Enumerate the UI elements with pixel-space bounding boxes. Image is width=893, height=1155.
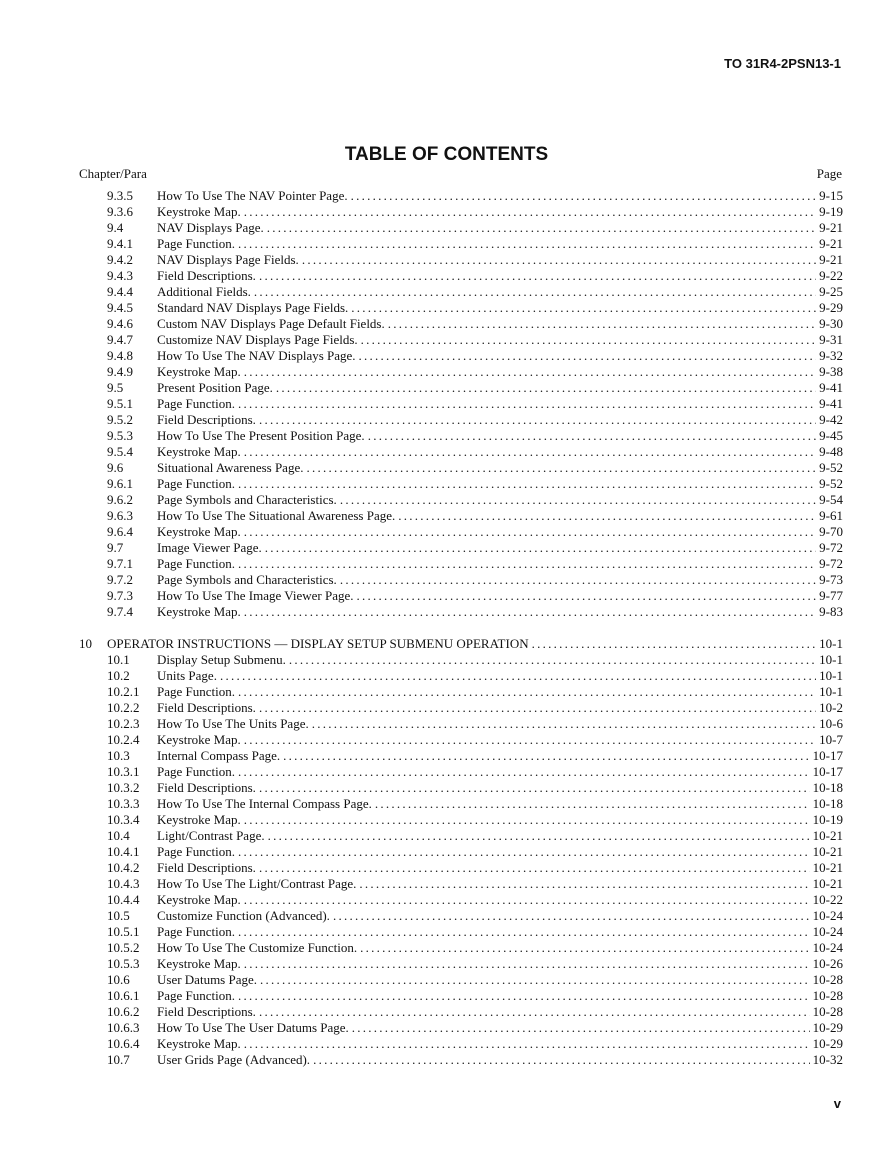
toc-entry-title: Display Setup Submenu. — [157, 652, 286, 667]
toc-para-number: 9.4.4 — [107, 284, 133, 299]
toc-page-number: 10-24 — [812, 924, 843, 939]
toc-entry[interactable] — [79, 252, 843, 268]
toc-para-number: 9.3.6 — [107, 204, 133, 219]
dot-leader — [357, 588, 817, 604]
dot-leader — [360, 940, 810, 956]
toc-para-number: 10.5.2 — [107, 940, 140, 955]
toc-entry-title: How To Use The Situational Awareness Page. — [157, 508, 396, 523]
toc-page-number: 9-83 — [819, 604, 843, 619]
toc-para-number: 9.4 — [107, 220, 124, 235]
toc-entry[interactable] — [79, 572, 843, 588]
toc-entry-title: Page Function. — [157, 556, 235, 571]
toc-entry-title: Keystroke Map. — [157, 812, 241, 827]
toc-page-number: 9-22 — [819, 268, 843, 283]
toc-entry-title: How To Use The Customize Function. — [157, 940, 358, 955]
toc-page-number: 10-18 — [812, 780, 843, 795]
toc-entry[interactable] — [79, 508, 843, 524]
dot-leader — [238, 764, 810, 780]
dot-leader — [340, 572, 816, 588]
dot-leader — [375, 796, 810, 812]
document-number: TO 31R4-2PSN13-1 — [724, 56, 841, 71]
toc-page-number: 10-21 — [812, 828, 843, 843]
toc-page-number: 9-54 — [819, 492, 843, 507]
toc-page-number: 9-41 — [819, 396, 843, 411]
toc-entry[interactable] — [79, 588, 843, 604]
toc-page-number: 9-72 — [819, 540, 843, 555]
toc-entry[interactable] — [79, 556, 843, 572]
toc-page-number: 9-61 — [819, 508, 843, 523]
toc-entry[interactable] — [79, 860, 843, 876]
toc-page-number: 9-73 — [819, 572, 843, 587]
toc-entry-title: Page Symbols and Characteristics. — [157, 572, 337, 587]
toc-page-number: 10-28 — [812, 1004, 843, 1019]
toc-page-number: 10-26 — [812, 956, 843, 971]
toc-entry[interactable] — [79, 940, 843, 956]
toc-entry[interactable] — [79, 700, 843, 716]
toc-entry-title: Keystroke Map. — [157, 204, 241, 219]
toc-entry-title: Page Symbols and Characteristics. — [157, 492, 337, 507]
toc-para-number: 10.3.2 — [107, 780, 140, 795]
toc-para-number: 10.2.4 — [107, 732, 140, 747]
toc-para-number: 10.5.3 — [107, 956, 140, 971]
toc-para-number: 10.6.1 — [107, 988, 140, 1003]
toc-para-number: 10.5 — [107, 908, 130, 923]
column-header-chapter-para: Chapter/Para — [79, 166, 147, 181]
toc-page-number: 9-21 — [819, 252, 843, 267]
column-header-page: Page — [816, 166, 842, 181]
toc-page-number: 10-21 — [812, 860, 843, 875]
dot-leader — [388, 316, 816, 332]
toc-page-number: 9-31 — [819, 332, 843, 347]
toc-para-number: 10.6.4 — [107, 1036, 140, 1051]
toc-entry[interactable] — [79, 332, 843, 348]
toc-page-number: 9-72 — [819, 556, 843, 571]
toc-entry[interactable] — [79, 764, 843, 780]
toc-para-number: 9.5.4 — [107, 444, 133, 459]
toc-page-number: 10-1 — [819, 668, 843, 683]
dot-leader — [244, 444, 816, 460]
dot-leader — [244, 892, 810, 908]
toc-entry[interactable] — [79, 412, 843, 428]
toc-entry-title: NAV Displays Page. — [157, 220, 264, 235]
toc-entry[interactable] — [79, 236, 843, 252]
dot-leader — [259, 700, 816, 716]
dot-leader — [244, 204, 816, 220]
toc-entry-title: Keystroke Map. — [157, 1036, 241, 1051]
toc-entry-title: Page Function. — [157, 684, 235, 699]
toc-page-number: 9-42 — [819, 412, 843, 427]
toc-entry-title: Field Descriptions. — [157, 860, 256, 875]
dot-leader — [238, 844, 810, 860]
toc-entry[interactable] — [79, 604, 843, 620]
toc-entry[interactable] — [79, 348, 843, 364]
toc-para-number: 9.4.8 — [107, 348, 133, 363]
toc-page-number: 10-17 — [812, 748, 843, 763]
toc-entry-title: Additional Fields. — [157, 284, 251, 299]
toc-entry[interactable] — [79, 284, 843, 300]
toc-para-number: 9.7 — [107, 540, 124, 555]
toc-entry-title: How To Use The Units Page. — [157, 716, 309, 731]
dot-leader — [283, 748, 810, 764]
toc-para-number: 9.6.3 — [107, 508, 133, 523]
toc-entry-title: Units Page. — [157, 668, 217, 683]
toc-para-number: 9.6.1 — [107, 476, 133, 491]
dot-leader — [289, 652, 816, 668]
toc-para-number: 10.2 — [107, 668, 130, 683]
toc-entry-title: Custom NAV Displays Page Default Fields. — [157, 316, 385, 331]
toc-entry[interactable] — [79, 1004, 843, 1020]
toc-entry[interactable] — [79, 732, 843, 748]
toc-entry[interactable] — [79, 636, 843, 652]
toc-page-number: 9-29 — [819, 300, 843, 315]
toc-page-number: 10-24 — [812, 908, 843, 923]
toc-entry[interactable] — [79, 844, 843, 860]
toc-para-number: 10.3.1 — [107, 764, 140, 779]
toc-page-number: 9-70 — [819, 524, 843, 539]
toc-entry[interactable] — [79, 748, 843, 764]
dot-leader — [359, 876, 809, 892]
toc-para-number: 10.3.4 — [107, 812, 140, 827]
toc-page-number: 10-21 — [812, 844, 843, 859]
toc-page-number: 9-52 — [819, 476, 843, 491]
toc-entry[interactable] — [79, 892, 843, 908]
toc-entry-title: Field Descriptions. — [157, 780, 256, 795]
toc-entry[interactable] — [79, 876, 843, 892]
dot-leader — [244, 812, 810, 828]
toc-entry-title: Light/Contrast Page. — [157, 828, 265, 843]
toc-entry-title: NAV Displays Page Fields. — [157, 252, 299, 267]
dot-leader — [238, 556, 816, 572]
toc-page-number: 9-45 — [819, 428, 843, 443]
toc-para-number: 9.7.1 — [107, 556, 133, 571]
toc-page-number: 9-48 — [819, 444, 843, 459]
toc-para-number: 9.6 — [107, 460, 124, 475]
toc-entry[interactable] — [79, 524, 843, 540]
dot-leader — [244, 364, 816, 380]
toc-entry-title: OPERATOR INSTRUCTIONS — DISPLAY SETUP SUBMENU OPERATION — [107, 636, 529, 651]
dot-leader — [532, 636, 817, 652]
toc-para-number: 10.6.3 — [107, 1020, 140, 1035]
toc-page-number: 9-77 — [819, 588, 843, 603]
toc-entry[interactable] — [79, 924, 843, 940]
toc-entry[interactable] — [79, 780, 843, 796]
toc-page-number: 10-21 — [812, 876, 843, 891]
toc-entry-title: Keystroke Map. — [157, 956, 241, 971]
toc-para-number: 9.6.4 — [107, 524, 133, 539]
toc-entry[interactable] — [79, 476, 843, 492]
toc-page-number: 10-29 — [812, 1036, 843, 1051]
toc-para-number: 10.2.3 — [107, 716, 140, 731]
toc-entry[interactable] — [79, 380, 843, 396]
dot-leader — [265, 540, 816, 556]
toc-entry[interactable] — [79, 716, 843, 732]
toc-para-number: 9.3.5 — [107, 188, 133, 203]
toc-entry[interactable] — [79, 988, 843, 1004]
toc-chapter-number: 10 — [79, 636, 92, 651]
toc-page-number: 9-38 — [819, 364, 843, 379]
toc-entry[interactable] — [79, 796, 843, 812]
toc-entry-title: How To Use The NAV Displays Page. — [157, 348, 356, 363]
dot-leader — [313, 1052, 810, 1068]
toc-entry-title: Keystroke Map. — [157, 524, 241, 539]
dot-leader — [259, 860, 810, 876]
toc-para-number: 9.4.1 — [107, 236, 133, 251]
dot-leader — [238, 684, 816, 700]
toc-page-number: 10-7 — [819, 732, 843, 747]
toc-page-number: 10-17 — [812, 764, 843, 779]
dot-leader — [244, 1036, 810, 1052]
toc-entry-title: Situational Awareness Page. — [157, 460, 304, 475]
toc-para-number: 9.7.2 — [107, 572, 133, 587]
toc-para-number: 10.6 — [107, 972, 130, 987]
toc-para-number: 10.4.3 — [107, 876, 140, 891]
toc-para-number: 9.5.3 — [107, 428, 133, 443]
toc-page-number: 9-41 — [819, 380, 843, 395]
dot-leader — [352, 1020, 810, 1036]
dot-leader — [244, 732, 816, 748]
toc-para-number: 9.5 — [107, 380, 124, 395]
toc-page-number: 9-30 — [819, 316, 843, 331]
toc-entry[interactable] — [79, 300, 843, 316]
toc-entry-title: Page Function. — [157, 396, 235, 411]
toc-entry[interactable] — [79, 268, 843, 284]
toc-entry-title: Page Function. — [157, 236, 235, 251]
toc-entry-title: Customize Function (Advanced). — [157, 908, 330, 923]
toc-page-number: 9-32 — [819, 348, 843, 363]
dot-leader — [259, 780, 810, 796]
dot-leader — [276, 380, 816, 396]
toc-entry-title: Present Position Page. — [157, 380, 273, 395]
dot-leader — [238, 236, 816, 252]
toc-entry-title: Customize NAV Displays Page Fields. — [157, 332, 358, 347]
toc-para-number: 9.4.5 — [107, 300, 133, 315]
toc-page-number: 10-6 — [819, 716, 843, 731]
toc-entry[interactable] — [79, 364, 843, 380]
toc-page-number: 10-29 — [812, 1020, 843, 1035]
toc-para-number: 10.7 — [107, 1052, 130, 1067]
toc-para-number: 9.4.2 — [107, 252, 133, 267]
toc-page-number: 9-52 — [819, 460, 843, 475]
dot-leader — [259, 1004, 810, 1020]
dot-leader — [254, 284, 816, 300]
dot-leader — [244, 604, 816, 620]
dot-leader — [238, 476, 816, 492]
toc-page-number: 10-1 — [819, 652, 843, 667]
toc-page-number: 9-21 — [819, 236, 843, 251]
toc-para-number: 9.4.6 — [107, 316, 133, 331]
toc-entry-title: Page Function. — [157, 924, 235, 939]
toc-entry-title: How To Use The User Datums Page. — [157, 1020, 349, 1035]
toc-para-number: 9.5.1 — [107, 396, 133, 411]
page-title: TABLE OF CONTENTS — [344, 144, 549, 165]
dot-leader — [238, 988, 810, 1004]
toc-entry[interactable] — [79, 828, 843, 844]
toc-entry-title: Standard NAV Displays Page Fields. — [157, 300, 349, 315]
toc-entry-title: Field Descriptions. — [157, 412, 256, 427]
toc-entry-title: Field Descriptions. — [157, 700, 256, 715]
toc-entry-title: Keystroke Map. — [157, 444, 241, 459]
toc-page-number: 10-2 — [819, 700, 843, 715]
toc-entry-title: Image Viewer Page. — [157, 540, 262, 555]
toc-page-number: 9-25 — [819, 284, 843, 299]
toc-entry-title: Keystroke Map. — [157, 364, 241, 379]
dot-leader — [259, 268, 816, 284]
toc-entry-title: Internal Compass Page. — [157, 748, 281, 763]
toc-entry-title: Page Function. — [157, 844, 235, 859]
dot-leader — [244, 524, 816, 540]
dot-leader — [361, 332, 816, 348]
toc-entry-title: How To Use The Image Viewer Page. — [157, 588, 354, 603]
toc-entry[interactable] — [79, 540, 843, 556]
toc-entry[interactable] — [79, 188, 843, 204]
toc-page-number: 9-21 — [819, 220, 843, 235]
toc-para-number: 10.4.1 — [107, 844, 140, 859]
toc-para-number: 10.1 — [107, 652, 130, 667]
toc-para-number: 10.3 — [107, 748, 130, 763]
toc-entry-title: Field Descriptions. — [157, 268, 256, 283]
toc-para-number: 9.4.9 — [107, 364, 133, 379]
toc-entry-title: How To Use The Light/Contrast Page. — [157, 876, 357, 891]
toc-para-number: 9.4.3 — [107, 268, 133, 283]
toc-para-number: 10.4.4 — [107, 892, 140, 907]
dot-leader — [368, 428, 816, 444]
toc-para-number: 10.6.2 — [107, 1004, 140, 1019]
toc-entry[interactable] — [79, 1052, 843, 1068]
toc-entry-title: Keystroke Map. — [157, 892, 241, 907]
toc-para-number: 10.5.1 — [107, 924, 140, 939]
toc-page-number: 10-1 — [819, 684, 843, 699]
toc-para-number: 10.4 — [107, 828, 130, 843]
toc-para-number: 9.7.4 — [107, 604, 133, 619]
toc-entry[interactable] — [79, 492, 843, 508]
toc-para-number: 10.4.2 — [107, 860, 140, 875]
dot-leader — [398, 508, 816, 524]
dot-leader — [302, 252, 816, 268]
dot-leader — [267, 220, 816, 236]
toc-entry[interactable] — [79, 428, 843, 444]
dot-leader — [306, 460, 816, 476]
toc-entry-title: Keystroke Map. — [157, 732, 241, 747]
dot-leader — [351, 300, 816, 316]
dot-leader — [259, 412, 816, 428]
dot-leader — [351, 188, 817, 204]
toc-entry[interactable] — [79, 1020, 843, 1036]
toc-entry[interactable] — [79, 908, 843, 924]
toc-para-number: 9.5.2 — [107, 412, 133, 427]
toc-entry-title: Keystroke Map. — [157, 604, 241, 619]
toc-page-number: 10-32 — [812, 1052, 843, 1067]
toc-page-number: 10-1 — [819, 636, 843, 651]
toc-entry-title: Page Function. — [157, 988, 235, 1003]
toc-entry-title: How To Use The NAV Pointer Page. — [157, 188, 348, 203]
toc-page-number: 10-19 — [812, 812, 843, 827]
toc-para-number: 9.4.7 — [107, 332, 133, 347]
toc-para-number: 9.7.3 — [107, 588, 133, 603]
toc-entry[interactable] — [79, 444, 843, 460]
toc-entry[interactable] — [79, 972, 843, 988]
toc-page-number: 10-28 — [812, 972, 843, 987]
toc-page-number: 9-19 — [819, 204, 843, 219]
toc-entry-title: How To Use The Present Position Page. — [157, 428, 365, 443]
toc-entry-title: User Grids Page (Advanced). — [157, 1052, 311, 1067]
dot-leader — [244, 956, 810, 972]
toc-para-number: 9.6.2 — [107, 492, 133, 507]
toc-entry-title: Page Function. — [157, 476, 235, 491]
dot-leader — [333, 908, 810, 924]
toc-entry[interactable] — [79, 460, 843, 476]
toc-para-number: 10.2.1 — [107, 684, 140, 699]
dot-leader — [238, 396, 816, 412]
toc-entry-title: Field Descriptions. — [157, 1004, 256, 1019]
toc-entry[interactable] — [79, 396, 843, 412]
toc-para-number: 10.2.2 — [107, 700, 140, 715]
toc-page-number: 10-24 — [812, 940, 843, 955]
dot-leader — [260, 972, 810, 988]
toc-list — [79, 188, 843, 1068]
dot-leader — [359, 348, 817, 364]
dot-leader — [268, 828, 810, 844]
dot-leader — [340, 492, 816, 508]
dot-leader — [312, 716, 816, 732]
toc-entry-title: User Datums Page. — [157, 972, 258, 987]
toc-entry[interactable] — [79, 812, 843, 828]
toc-entry-title: Page Function. — [157, 764, 235, 779]
toc-entry[interactable] — [79, 684, 843, 700]
toc-page-number: 10-28 — [812, 988, 843, 1003]
toc-page-number: 9-15 — [819, 188, 843, 203]
toc-entry[interactable] — [79, 220, 843, 236]
toc-entry[interactable] — [79, 956, 843, 972]
toc-entry[interactable] — [79, 652, 843, 668]
toc-page-number: 10-18 — [812, 796, 843, 811]
toc-entry[interactable] — [79, 316, 843, 332]
toc-page-number: 10-22 — [812, 892, 843, 907]
toc-entry[interactable] — [79, 1036, 843, 1052]
dot-leader — [238, 924, 810, 940]
toc-entry-title: How To Use The Internal Compass Page. — [157, 796, 372, 811]
dot-leader — [220, 668, 816, 684]
toc-entry[interactable] — [79, 204, 843, 220]
page-number: v — [833, 1096, 841, 1111]
toc-para-number: 10.3.3 — [107, 796, 140, 811]
toc-entry[interactable] — [79, 668, 843, 684]
